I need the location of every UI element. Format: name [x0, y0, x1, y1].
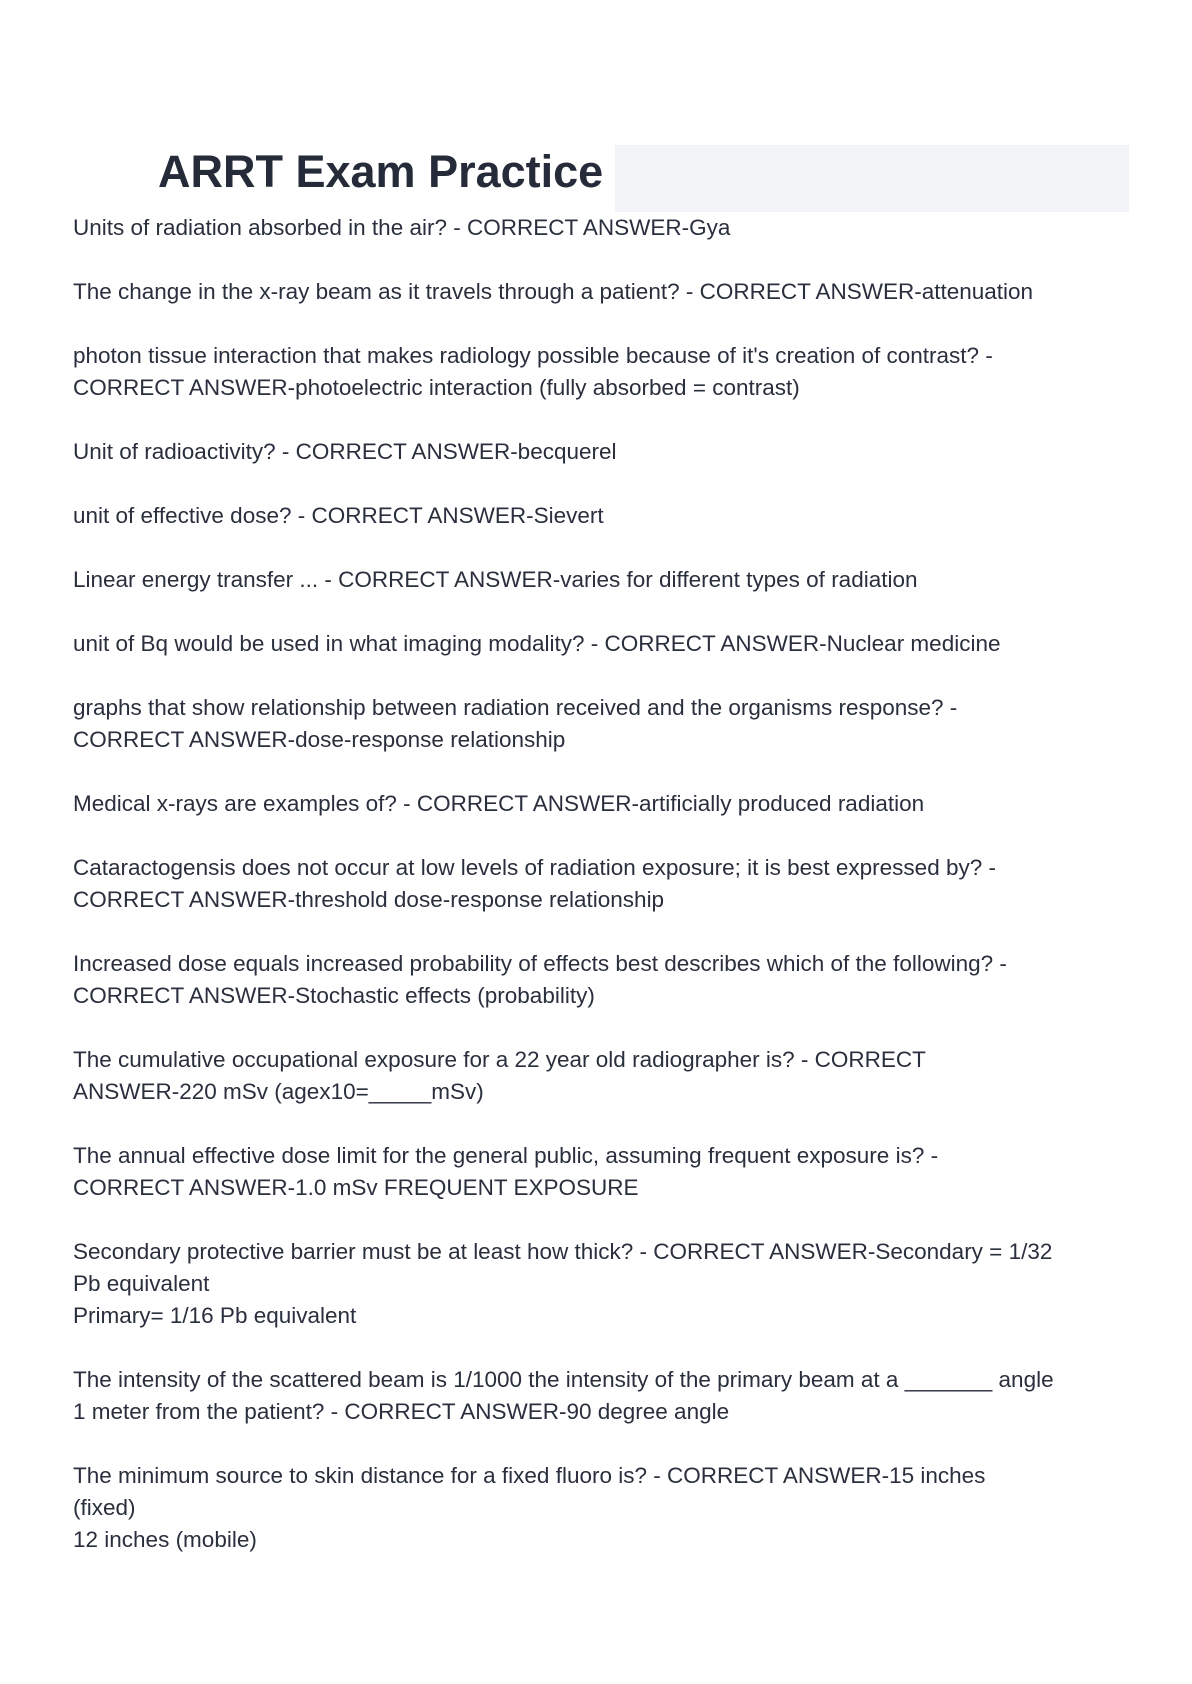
qa-item: Linear energy transfer ... - CORRECT ANSWER-varies for different types of radiation: [73, 567, 918, 592]
qa-item: Cataractogensis does not occur at low levels of radiation exposure; it is best expressed by? - CORRECT ANSWER-threshold dose-response relationship: [73, 855, 996, 912]
qa-item: The cumulative occupational exposure for a 22 year old radiographer is? - CORRECT ANSWER-220 mSv (agex10=_____mSv): [73, 1047, 926, 1104]
qa-item: Unit of radioactivity? - CORRECT ANSWER-becquerel: [73, 439, 617, 464]
qa-item: Units of radiation absorbed in the air? - CORRECT ANSWER-Gya: [73, 215, 731, 240]
qa-item: The change in the x-ray beam as it travels through a patient? - CORRECT ANSWER-attenuation: [73, 279, 1034, 304]
qa-item: The minimum source to skin distance for a fixed fluoro is? - CORRECT ANSWER-15 inches (fixed) 12 inches (mobile): [73, 1463, 986, 1552]
qa-item: Secondary protective barrier must be at least how thick? - CORRECT ANSWER-Secondary = 1/32 Pb equivalent Primary= 1/16 Pb equivalent: [73, 1239, 1053, 1328]
page-title: ARRT Exam Practice: [158, 146, 604, 197]
qa-item: unit of effective dose? - CORRECT ANSWER-Sievert: [73, 503, 604, 528]
qa-item: photon tissue interaction that makes radiology possible because of it's creation of contrast? - CORRECT ANSWER-photoelectric interaction (fully absorbed = contrast): [73, 343, 993, 400]
qa-item: graphs that show relationship between radiation received and the organisms response? - CORRECT ANSWER-dose-response relationship: [73, 695, 958, 752]
qa-item: The intensity of the scattered beam is 1/1000 the intensity of the primary beam at a _______ angle 1 meter from the patient? - CORRECT ANSWER-90 degree angle: [73, 1367, 1054, 1424]
qa-item: The annual effective dose limit for the general public, assuming frequent exposure is? - CORRECT ANSWER-1.0 mSv FREQUENT EXPOSURE: [73, 1143, 939, 1200]
qa-item: Increased dose equals increased probability of effects best describes which of the following? - CORRECT ANSWER-Stochastic effects (probability): [73, 951, 1007, 1008]
qa-item: Medical x-rays are examples of? - CORRECT ANSWER-artificially produced radiation: [73, 791, 925, 816]
qa-list: [73, 212, 1133, 1588]
qa-item: unit of Bq would be used in what imaging modality? - CORRECT ANSWER-Nuclear medicine: [73, 631, 1001, 656]
